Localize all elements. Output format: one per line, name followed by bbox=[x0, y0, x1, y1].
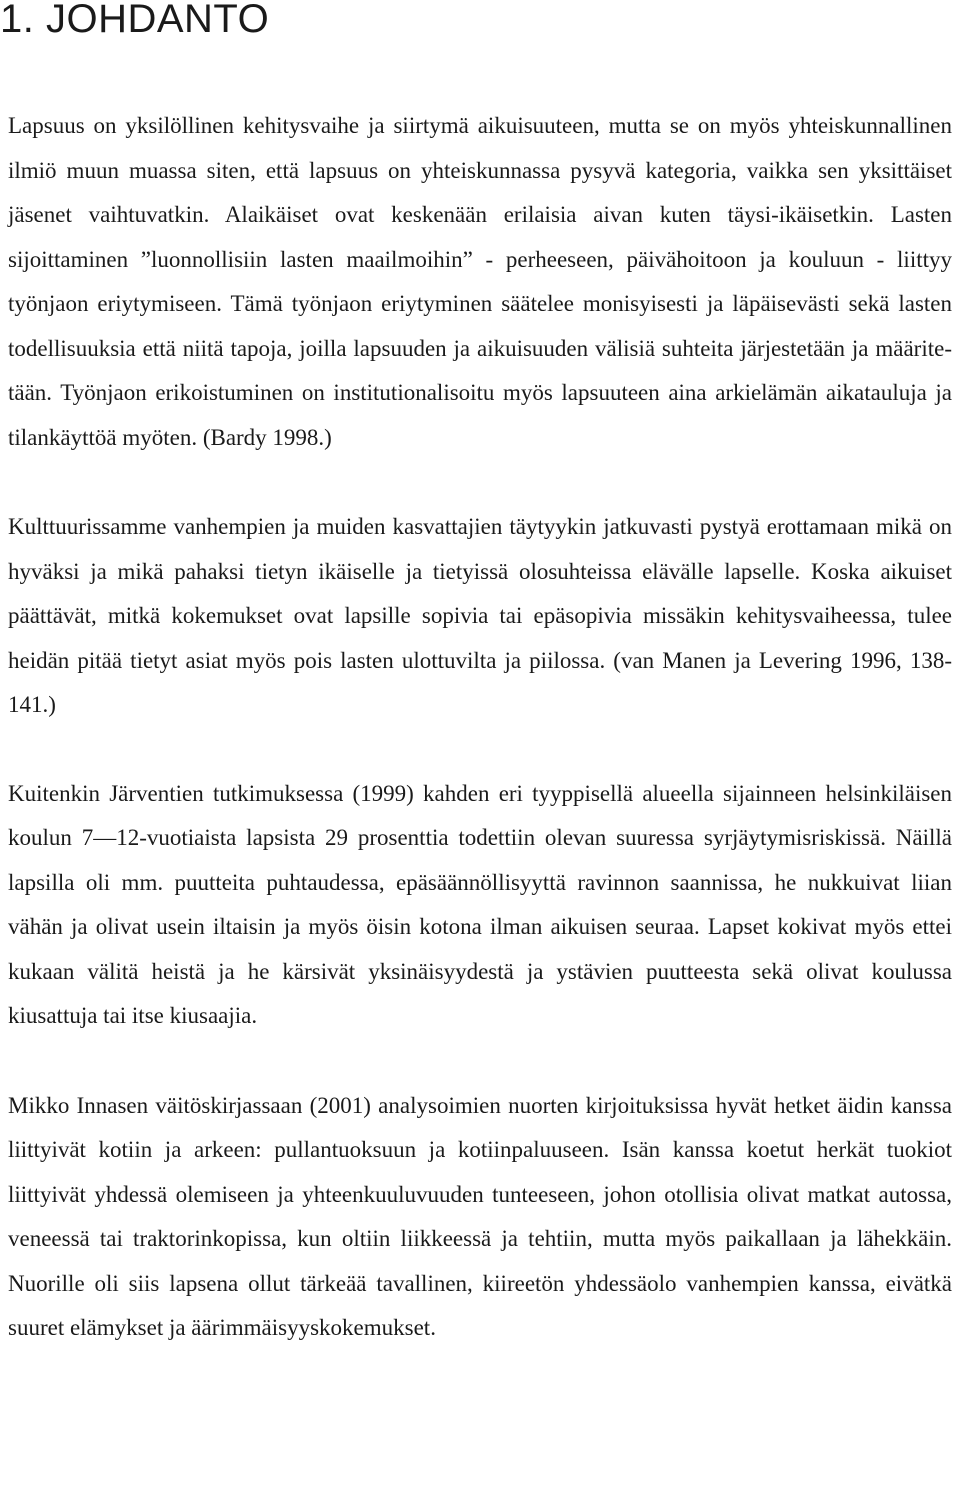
body-paragraph-4: Mikko Innasen väitöskirjassaan (2001) analysoimien nuorten kirjoituksissa hyvät hetket äidin kanssa liittyivät kotiin ja arkeen: pullantuoksuun ja kotiinpaluuseen. Isän kanssa koetut herkät tuokiot liittyivät yhdessä olemiseen ja yhteenkuuluvuuden tunteeseen, johon otollisia olivat matkat autossa, veneessä tai traktorinkopissa, kun oltiin liikkeessä ja tehtiin, mutta myös paikallaan ja lähekkäin. Nuorille oli siis lapsena ollut tärkeää tavallinen, kiireetön yhdessäolo vanhempien kanssa, eivätkä suuret elämykset ja äärimmäisyyskokemukset. bbox=[8, 1092, 952, 1340]
body-paragraph-3: Kuitenkin Järventien tutkimuksessa (1999) kahden eri tyyppisellä alueella sijainneen helsinkiläisen koulun 7—12-vuotiaista lapsista 29 prosenttia todettiin olevan suuressa syrjäytymisriskissä. Näillä lapsilla oli mm. puutteita puhtaudessa, epäsäännöllisyyttä ravinnon saannissa, he nukkuivat liian vähän ja olivat usein iltaisin ja myös öisin kotona ilman aikuisen seuraa. Lapset kokivat myös ettei kukaan välitä heistä ja he kärsivät yksinäisyydestä ja ystävien puutteesta sekä olivat koulussa kiusattuja tai itse kiusaajia. bbox=[8, 780, 952, 1028]
body-paragraph-1: Lapsuus on yksilöllinen kehitysvaihe ja siirtymä aikuisuuteen, mutta se on myös yhteiskunnallinen ilmiö muun muassa siten, että lapsuus on yhteiskunnassa pysyvä kategoria, vaikka sen yksittäiset jäsenet vaihtuvatkin. Alaikäiset ovat keskenään erilaisia aivan kuten täysi-ikäisetkin. Lasten sijoittaminen ”luonnollisiin lasten maailmoihin” - perheeseen, päivähoitoon ja kouluun - liittyy työnjaon eriytymiseen. Tämä työnjaon eriytyminen säätelee monisyisesti ja läpäisevästi sekä lasten todellisuuksia että niitä tapoja, joilla lapsuuden ja aikuisuuden välisiä suhteita järjestetään ja määritetään. Työnjaon erikoistuminen on institutionalisoitu myös lapsuuteen aina arkielämän aikatauluja ja tilankäyttöä myöten. (Bardy 1998.) bbox=[8, 113, 952, 450]
body-paragraph-2: Kulttuurissamme vanhempien ja muiden kasvattajien täytyykin jatkuvasti pystyä erottamaan mikä on hyväksi ja mikä pahaksi tietyn ikäiselle ja tietyissä olosuhteissa elävälle lapselle. Koska aikuiset päättävät, mitkä kokemukset ovat lapsille sopivia tai epäsopivia missäkin kehitysvaiheessa, tulee heidän pitää tietyt asiat myös pois lasten ulottuvilta ja piilossa. (van Manen ja Levering 1996, 138-141.) bbox=[8, 514, 952, 717]
chapter-heading: 1. JOHDANTO bbox=[0, 0, 270, 41]
